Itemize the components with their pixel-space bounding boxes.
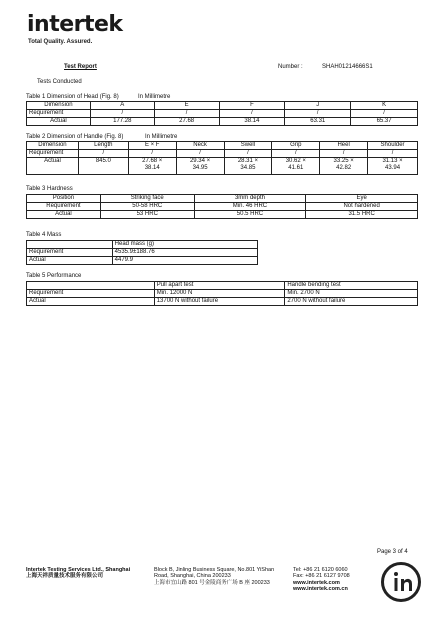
- table-cell: /: [128, 150, 176, 158]
- table-header-cell: J: [285, 102, 351, 110]
- table-cell: Not hardened: [306, 203, 418, 211]
- section-heading: Tests Conducted: [37, 79, 82, 85]
- table-header-cell: E: [154, 102, 219, 110]
- table-header-cell: Eye: [306, 195, 418, 203]
- address-line: Road, Shanghai, China 200233: [154, 573, 231, 580]
- table-cell: [320, 158, 368, 175]
- address-line: 上海市宜山路 801 号金陵商务广场 B 座 200233: [154, 579, 270, 586]
- table-cell: [176, 158, 224, 175]
- table-header-cell: Dimension: [27, 142, 79, 150]
- table-header-cell: Shoulder: [368, 142, 418, 150]
- table-cell: 50.5 HRC: [194, 211, 306, 219]
- table-header-cell: Heel: [320, 142, 368, 150]
- row-label: Requirement: [27, 203, 101, 211]
- table-row: [27, 211, 418, 219]
- number-label: Number :: [278, 64, 303, 70]
- table-header-cell: 3mm depth: [194, 195, 306, 203]
- table-row: [27, 158, 418, 175]
- table3-hardness: [26, 194, 418, 219]
- cell-line: 34.85: [240, 165, 256, 171]
- cell-line: 31.13 ×: [382, 158, 403, 164]
- table1-unit: In Millimetre: [138, 94, 171, 100]
- table2-unit: In Millimetre: [145, 134, 178, 140]
- table1-head-dimensions: [26, 101, 418, 126]
- cell-line: 29.34 ×: [189, 158, 211, 164]
- table-cell: /: [285, 110, 351, 118]
- table-header-cell: Neck: [176, 142, 224, 150]
- row-label: Actual: [27, 211, 101, 219]
- company-name-en: Intertek Testing Services Ltd., Shanghai: [26, 567, 131, 573]
- telephone: Tel: +86 21 6120 6060: [293, 567, 348, 573]
- table-header-cell: Handle bending test: [285, 282, 418, 290]
- cell-line: 28.31 ×: [237, 158, 259, 164]
- cell-line: 42.82: [336, 165, 352, 171]
- table-cell: Min. 2700 N: [285, 290, 418, 298]
- table5-caption: Table 5 Performance: [26, 273, 82, 279]
- website-link[interactable]: www.intertek.com: [293, 579, 340, 586]
- table-cell: Min. 12000 N: [154, 290, 285, 298]
- table-header-row: [27, 282, 418, 290]
- company-name-cn: 上海天祥质量技术服务有限公司: [26, 573, 104, 580]
- table-cell: 50-58 HRC: [100, 203, 194, 211]
- cell-line: 27.68 ×: [142, 158, 163, 164]
- table-row: [27, 298, 418, 306]
- table-header-cell: Position: [27, 195, 101, 203]
- footer-address: [154, 567, 292, 586]
- row-label: Requirement: [27, 110, 91, 118]
- cell-line: 33.25 ×: [333, 158, 354, 164]
- row-label: Requirement: [27, 249, 113, 257]
- table-cell: 63.31: [285, 118, 351, 126]
- table-cell: /: [351, 110, 418, 118]
- table-header-row: [27, 241, 258, 249]
- table-header-cell: Grip: [272, 142, 320, 150]
- logo-tagline: Total Quality. Assured.: [28, 39, 93, 45]
- table2-handle-dimensions: [26, 141, 418, 175]
- cell-line: 34.95: [192, 165, 208, 171]
- table5-performance: [26, 281, 418, 306]
- table-row: [27, 290, 418, 298]
- cell-line: 41.61: [288, 165, 304, 171]
- table-cell: [368, 158, 418, 175]
- table-header-cell: [27, 282, 155, 290]
- table-header-cell: Length: [78, 142, 128, 150]
- table-header-cell: Swell: [224, 142, 272, 150]
- table-cell: [224, 158, 272, 175]
- row-label: Actual: [27, 118, 91, 126]
- fax: Fax: +86 21 6127 9708: [293, 573, 350, 580]
- table-header-row: [27, 142, 418, 150]
- footer-contact: [293, 567, 373, 592]
- table-cell: 65.37: [351, 118, 418, 126]
- table-header-cell: F: [219, 102, 285, 110]
- logo-mark-icon: [384, 565, 418, 599]
- table-cell: /: [272, 150, 320, 158]
- row-label: Actual: [27, 298, 155, 306]
- row-label: Requirement: [27, 150, 79, 158]
- table-cell: 177.28: [90, 118, 154, 126]
- table-cell: /: [320, 150, 368, 158]
- intertek-logo: intertek: [27, 12, 123, 37]
- report-title: Test Report: [64, 64, 97, 70]
- table-row: [27, 110, 418, 118]
- table-cell: 2700 N without failure: [285, 298, 418, 306]
- table-header-cell: E × F: [128, 142, 176, 150]
- table-row: [27, 150, 418, 158]
- cell-line: 43.94: [385, 165, 401, 171]
- table2-caption: Table 2 Dimension of Handle (Fig. 8): [26, 134, 124, 140]
- table-header-cell: Dimension: [27, 102, 91, 110]
- table1-caption: Table 1 Dimension of Head (Fig. 8): [26, 94, 119, 100]
- table3-caption: Table 3 Hardness: [26, 186, 73, 192]
- table-cell: 31.5 HRC: [306, 211, 418, 219]
- table-cell: Min. 46 HRC: [194, 203, 306, 211]
- table-header-cell: Striking face: [100, 195, 194, 203]
- table-cell: /: [176, 150, 224, 158]
- table-header-cell: K: [351, 102, 418, 110]
- row-label: Actual: [27, 257, 113, 265]
- table-row: [27, 118, 418, 126]
- intertek-circle-logo-icon: [381, 562, 421, 602]
- row-label: Actual: [27, 158, 79, 175]
- table-cell: /: [368, 150, 418, 158]
- table-cell: 4479.9: [112, 257, 257, 265]
- table-cell: /: [78, 150, 128, 158]
- table-cell: /: [224, 150, 272, 158]
- table-cell: 845.0: [78, 158, 128, 175]
- table-cell: 4535.9±188.76: [112, 249, 257, 257]
- table-cell: /: [154, 110, 219, 118]
- row-label: Requirement: [27, 290, 155, 298]
- cell-line: 38.14: [144, 165, 160, 171]
- table-header-row: [27, 195, 418, 203]
- footer-company: [26, 567, 154, 580]
- table-header-cell: [27, 241, 113, 249]
- table-header-row: [27, 102, 418, 110]
- table-cell: /: [219, 110, 285, 118]
- table-cell: 53 HRC: [100, 211, 194, 219]
- table-cell: [272, 158, 320, 175]
- table-cell: /: [90, 110, 154, 118]
- cell-line: 30.62 ×: [285, 158, 306, 164]
- page-number: Page 3 of 4: [377, 549, 408, 555]
- table-row: [27, 249, 258, 257]
- table-cell: 13700 N without failure: [154, 298, 285, 306]
- table4-mass: [26, 240, 258, 265]
- table-cell: [128, 158, 176, 175]
- table-header-cell: A: [90, 102, 154, 110]
- table4-caption: Table 4 Mass: [26, 232, 62, 238]
- table-row: [27, 257, 258, 265]
- website-link-cn[interactable]: www.intertek.com.cn: [293, 585, 348, 592]
- table-row: [27, 203, 418, 211]
- table-cell: 27.68: [154, 118, 219, 126]
- report-number: SHAH01214666S1: [322, 64, 373, 70]
- table-header-cell: Pull apart test: [154, 282, 285, 290]
- table-header-cell: Head mass (g): [112, 241, 257, 249]
- table-cell: 38.14: [219, 118, 285, 126]
- address-line: Block B, Jinling Business Square, No.801 YiShan: [154, 567, 275, 573]
